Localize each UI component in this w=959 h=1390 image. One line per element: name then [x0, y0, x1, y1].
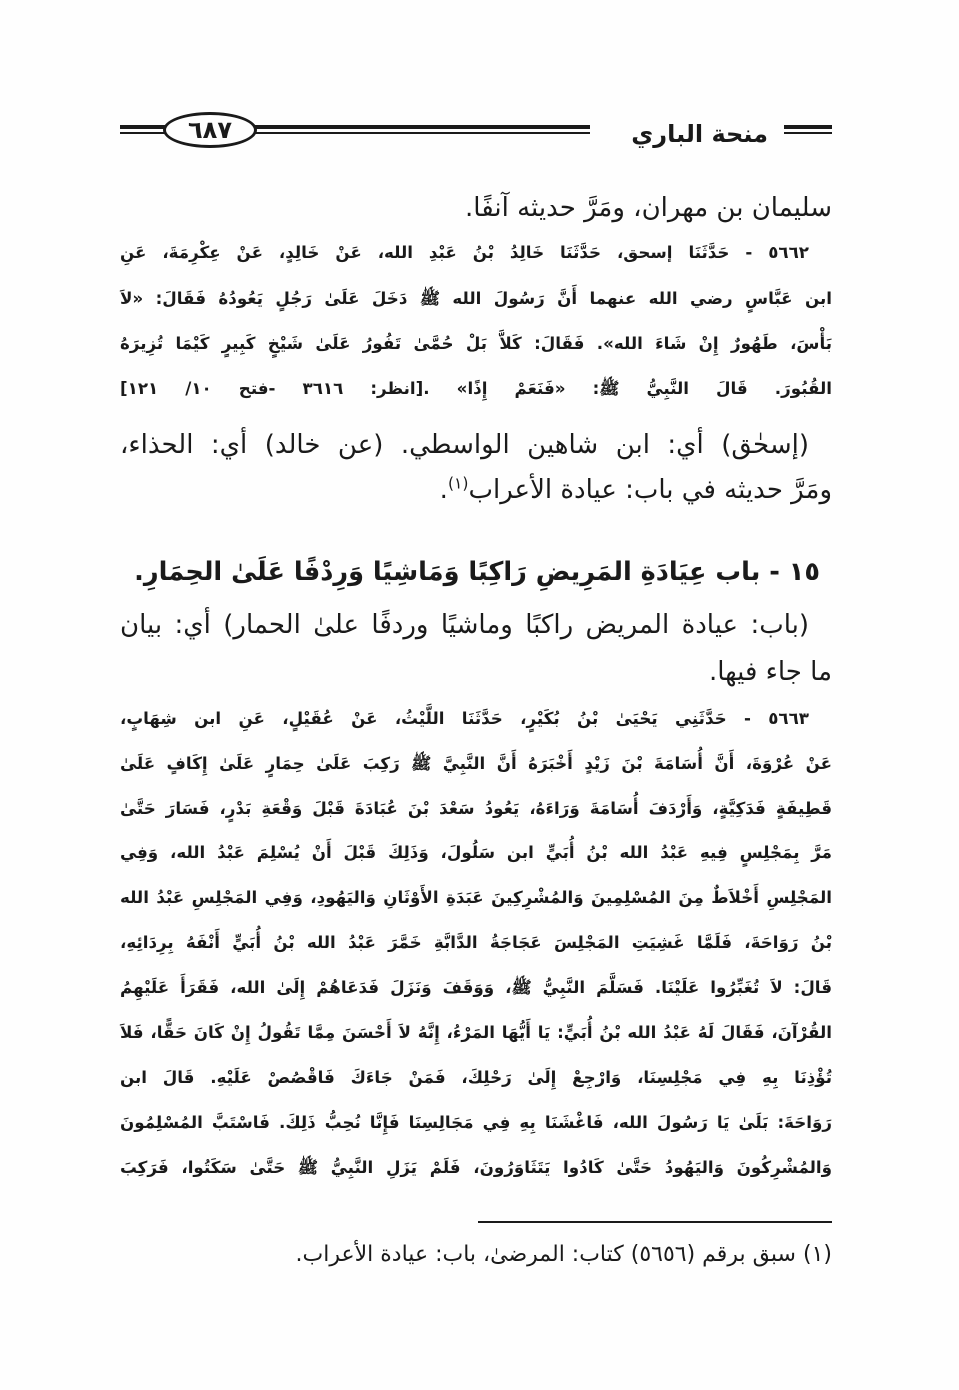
hadith-5662-line: ابن عَبَّاسٍ رضي الله عنهما أَنَّ رَسُولَ الله ﷺ دَخَلَ عَلَىٰ رَجُلٍ يَعُودُهُ فَقَالَ: «لاَ: [120, 288, 832, 308]
hadith-5663-line: القُرْآنَ، فَقَالَ لَهُ عَبْدُ الله بْنُ أُبَيٍّ: يَا أَيُّهَا المَرْءُ، إِنَّهُ لاَ أَحْسَنَ مِمَّا تَقُولُ إِنْ كَانَ حَقًّا، فَلاَ: [120, 1022, 832, 1042]
hadith-5663-line: قَالَ: لاَ تُغَبِّرُوا عَلَيْنَا. فَسَلَّمَ النَّبِيُّ ﷺ، وَوَقَفَ وَنَزَلَ فَدَعَاهُمْ إِلَىٰ الله، فَقَرَأَ عَلَيْهِمُ: [120, 977, 832, 997]
commentary-line: (إسحٰق) أي: ابن شاهين الواسطي. (عن خالد) أي: الحذاء،: [120, 430, 809, 460]
hadith-5663-line: المَجْلِسِ أَخْلاَطٌ مِنَ المُسْلِمِينَ وَالمُشْرِكِينَ عَبَدَةِ الأَوْثَانِ وَاليَهُودِ، وَفِي المَجْلِسِ عَبْدُ الله: [120, 887, 832, 907]
book-title: منحة الباري: [631, 120, 768, 148]
hadith-5663-line: رَوَاحَةَ: بَلَىٰ يَا رَسُولَ الله، فَاغْشَنَا بِهِ فِي مَجَالِسِنَا فَإِنَّا نُحِبُّ ذَلِكَ. فَاسْتَبَّ المُسْلِمُونَ: [120, 1112, 832, 1132]
hadith-5662-line: بَأْسَ، طَهُورٌ إِنْ شَاءَ الله». فَقَالَ: كَلاَّ بَلْ حُمَّىٰ تَفُورُ عَلَىٰ شَيْخٍ كَبِيرٍ كَيْمَا تُزِيرَهُ: [120, 333, 832, 353]
hadith-5662-line: ٥٦٦٢ - حَدَّثَنَا إسحق، حَدَّثَنَا خَالِدُ بْنُ عَبْدِ الله، عَنْ خَالِدٍ، عَنْ عِكْرِمَةَ، عَنِ: [120, 242, 809, 262]
intro-line: سليمان بن مهران، ومَرَّ حديثه آنفًا.: [465, 193, 832, 223]
header-rule-middle: [254, 125, 590, 134]
chapter-heading: ١٥ - باب عِيَادَةِ المَرِيضِ رَاكِبًا وَمَاشِيًا وَرِدْفًا عَلَىٰ الحِمَارِ.: [134, 557, 820, 587]
footnote: (١) سبق برقم (٥٦٥٦) كتاب: المرضىٰ، باب: عيادة الأعراب.: [295, 1242, 832, 1267]
page-number: ٦٨٧: [188, 116, 232, 144]
hadith-5663-line: عَنْ عُرْوَةَ، أَنَّ أُسَامَةَ بْنَ زَيْدٍ أَخْبَرَهُ أَنَّ النَّبِيَّ ﷺ رَكِبَ عَلَىٰ حِمَارٍ عَلَىٰ إِكَافٍ عَلَىٰ: [120, 753, 832, 773]
chapter-commentary-line: (باب: عيادة المريض راكبًا وماشيًا وردفًا علىٰ الحمار) أي: بيان: [120, 610, 809, 640]
hadith-5663-line: مَرَّ بِمَجْلِسٍ فِيهِ عَبْدُ الله بْنُ أُبَيٍّ ابن سَلُولَ، وَذَلِكَ قَبْلَ أَنْ يُسْلِمَ عَبْدُ الله، وَفِي: [120, 842, 832, 862]
hadith-5663-line: ٥٦٦٣ - حَدَّثَنِي يَحْيَىٰ بْنُ بُكَيْرٍ، حَدَّثَنَا اللَّيْثُ، عَنْ عُقَيْلٍ، عَنِ ابن شِهَابٍ،: [120, 708, 809, 728]
page-number-badge: [163, 112, 257, 148]
chapter-commentary-line: ما جاء فيها.: [708, 657, 832, 687]
footnote-separator: [478, 1221, 832, 1223]
hadith-5663-line: بْنُ رَوَاحَةَ، فَلَمَّا غَشِيَتِ المَجْلِسَ عَجَاجَةُ الدَّابَّةِ خَمَّرَ عَبْدُ الله بْنُ أُبَيٍّ أَنْفَهُ بِرِدَائِهِ،: [120, 932, 832, 952]
hadith-5662-line: القُبُورَ. قَالَ النَّبِيُّ ﷺ: «فَنَعَمْ إِذًا» .[انظر: ٣٦١٦ -فتح ١٠/ ١٢١]: [120, 378, 832, 398]
hadith-5663-line: تُؤْذِنَا بِهِ فِي مَجْلِسِنَا، وَارْجِعْ إِلَىٰ رَحْلِكَ، فَمَنْ جَاءَكَ فَاقْصُصْ عَلَيْهِ. قَالَ ابن: [120, 1067, 832, 1087]
hadith-5663-line: وَالمُشْرِكُونَ وَاليَهُودُ حَتَّىٰ كَادُوا يَتَثَاوَرُونَ، فَلَمْ يَزَلِ النَّبِيُّ ﷺ حَتَّىٰ سَكَتُوا، فَرَكِبَ: [120, 1157, 832, 1177]
hadith-5663-line: قَطِيفَةٍ فَدَكِيَّةٍ، وَأَرْدَفَ أُسَامَةَ وَرَاءَهُ، يَعُودُ سَعْدَ بْنَ عُبَادَةَ قَبْلَ وَقْعَةِ بَدْرٍ، فَسَارَ حَتَّىٰ: [120, 798, 832, 818]
commentary-period: .: [439, 475, 448, 505]
footnote-reference: (١): [447, 474, 469, 493]
header-rule-left: [120, 125, 166, 134]
header-rule-right: [784, 125, 832, 134]
commentary-text: ومَرَّ حديثه في باب: عيادة الأعراب: [468, 475, 832, 505]
commentary-line: [120, 468, 832, 512]
